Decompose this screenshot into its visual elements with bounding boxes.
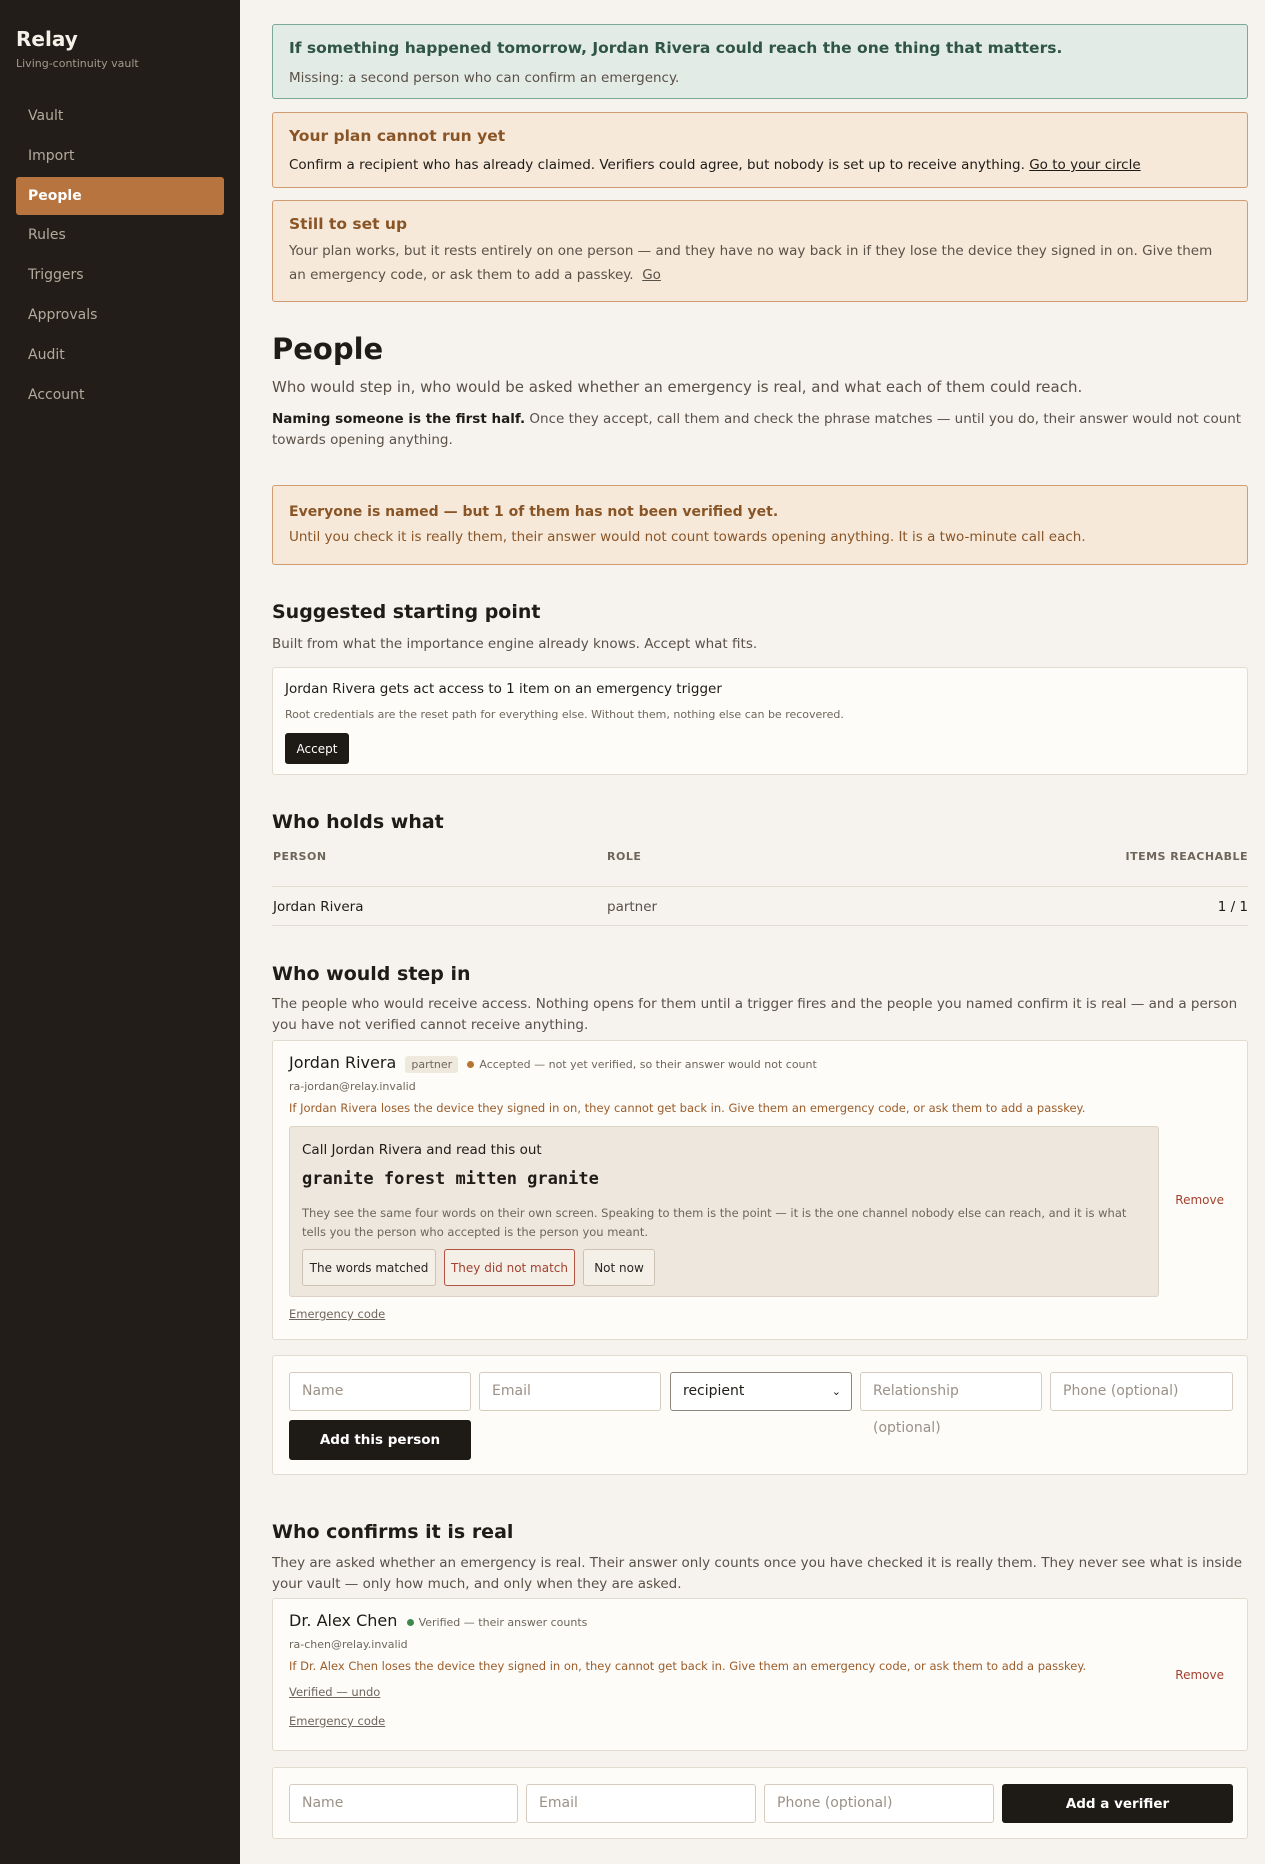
sidebar-item-triggers[interactable]: Triggers [28, 267, 84, 284]
unverified-notice [272, 485, 1248, 565]
cannot-run-text: Confirm a recipient who has already claimed. Verifiers could agree, but nobody is set up to receive anything. [289, 157, 1025, 173]
sidebar-item-approvals[interactable]: Approvals [28, 306, 98, 323]
accept-button[interactable]: Accept [285, 733, 349, 764]
verifier-phone-input[interactable]: Phone (optional) [764, 1784, 994, 1823]
step-in-heading: Who would step in [272, 963, 471, 985]
setup-banner [272, 200, 1248, 302]
sidebar [0, 0, 240, 1864]
remove-recipient-link[interactable]: Remove [1175, 1193, 1224, 1207]
holds-heading: Who holds what [272, 811, 444, 833]
call-explanation: They see the same four words on their own screen. Speaking to them is the point — it is the one channel nobody else can reach, and it is what tells you the person who accepted is the person you meant. [302, 1206, 1127, 1239]
plan-status-title: If something happened tomorrow, Jordan Rivera could reach the one thing that matters. [289, 39, 1063, 57]
status-dot-icon [467, 1061, 474, 1068]
relationship-input[interactable]: Relationship (optional) [860, 1372, 1042, 1411]
verified-dot-icon [407, 1619, 414, 1626]
not-now-button[interactable]: Not now [583, 1249, 655, 1286]
sidebar-item-account[interactable]: Account [28, 386, 85, 403]
emergency-code-link[interactable]: Emergency code [289, 1307, 386, 1321]
page-title: People [272, 332, 384, 366]
sidebar-nav [16, 97, 224, 415]
phone-input[interactable]: Phone (optional) [1050, 1372, 1233, 1411]
cannot-run-title: Your plan cannot run yet [289, 127, 506, 145]
role-select[interactable] [670, 1372, 852, 1411]
verification-phrase: granite forest mitten granite [302, 1169, 599, 1189]
confirms-heading: Who confirms it is real [272, 1521, 514, 1543]
row-person: Jordan Rivera [273, 899, 364, 915]
verifier-emergency-code-link[interactable]: Emergency code [289, 1714, 386, 1728]
suggestion-text: Root credentials are the reset path for everything else. Without them, nothing else can be recovered. [285, 708, 844, 721]
sidebar-item-people[interactable]: People [16, 177, 224, 215]
sidebar-item-vault[interactable]: Vault [28, 108, 64, 124]
recipient-card [272, 1040, 1248, 1340]
verifier-email-input[interactable]: Email [526, 1784, 756, 1823]
verified-status: Verified — their answer counts [418, 1616, 588, 1629]
confirms-sub: They are asked whether an emergency is real. Their answer only counts once you have checked it is really them. They never see what is inside your vault — only how much, and only when they are asked. [272, 1555, 1243, 1592]
email-input[interactable]: Email [479, 1372, 661, 1411]
recipient-name: Jordan Rivera [289, 1053, 397, 1072]
unverified-notice-title: Everyone is named — but 1 of them has not been verified yet. [289, 504, 779, 520]
setup-go-link[interactable]: Go [642, 267, 661, 283]
brand-tagline: Living-continuity vault [16, 57, 139, 70]
recipient-warning: If Jordan Rivera loses the device they signed in on, they cannot get back in. Give them an emergency code, or ask them to add a passkey. [289, 1101, 1086, 1115]
cannot-run-banner [272, 112, 1248, 188]
row-items: 1 / 1 [1217, 899, 1248, 915]
sidebar-item-audit[interactable]: Audit [28, 346, 65, 363]
go-to-circle-link[interactable]: Go to your circle [1029, 157, 1141, 173]
recipient-email: ra-jordan@relay.invalid [289, 1080, 416, 1093]
suggestion-title: Jordan Rivera gets act access to 1 item on an emergency trigger [285, 681, 722, 697]
add-verifier-form [272, 1767, 1248, 1839]
sidebar-item-import[interactable]: Import [28, 147, 75, 164]
plan-status-banner [272, 24, 1248, 99]
status-badge: Accepted — not yet verified, so their answer would not count [479, 1058, 817, 1071]
chevron-down-icon: ⌄ [831, 1385, 841, 1398]
verifier-warning: If Dr. Alex Chen loses the device they signed in on, they cannot get back in. Give them an emergency code, or ask them to add a passkey. [289, 1659, 1087, 1673]
table-row [272, 887, 1248, 926]
verifier-card [272, 1598, 1248, 1751]
remove-verifier-link[interactable]: Remove [1175, 1668, 1224, 1682]
page-note-bold: Naming someone is the first half. [272, 411, 526, 427]
add-verifier-button[interactable]: Add a verifier [1002, 1784, 1233, 1823]
row-role: partner [607, 899, 658, 915]
add-person-form [272, 1355, 1248, 1475]
role-tag: partner [405, 1056, 458, 1073]
unverified-notice-text: Until you check it is really them, their answer would not count towards opening anything. It is a two-minute call each. [289, 529, 1086, 545]
step-in-sub: The people who would receive access. Nothing opens for them until a trigger fires and the people you named confirm it is real — and a person you have not verified cannot receive anything. [272, 996, 1238, 1033]
add-person-button[interactable]: Add this person [289, 1420, 471, 1460]
role-select-value: recipient [683, 1383, 745, 1399]
did-not-match-button[interactable]: They did not match [444, 1249, 575, 1286]
col-items-reachable: ITEMS REACHABLE [1125, 850, 1248, 863]
call-title: Call Jordan Rivera and read this out [302, 1142, 542, 1158]
words-matched-button[interactable]: The words matched [302, 1249, 436, 1286]
col-person: PERSON [273, 850, 327, 863]
holds-table-header [272, 850, 1248, 887]
verified-undo-link[interactable]: Verified — undo [289, 1685, 381, 1699]
suggestion-card [272, 667, 1248, 775]
brand-logo: Relay [16, 27, 78, 51]
name-input[interactable]: Name [289, 1372, 471, 1411]
setup-title: Still to set up [289, 215, 408, 233]
plan-status-text: Missing: a second person who can confirm an emergency. [289, 70, 680, 86]
verification-call-panel [289, 1126, 1159, 1297]
suggested-sub: Built from what the importance engine already knows. Accept what fits. [272, 636, 758, 652]
setup-text: Your plan works, but it rests entirely on one person — and they have no way back in if they lose the device they signed in on. Give them an emergency code, or ask them to add a passkey. [289, 243, 1213, 283]
verifier-name-input[interactable]: Name [289, 1784, 518, 1823]
verifier-email: ra-chen@relay.invalid [289, 1638, 408, 1651]
suggested-heading: Suggested starting point [272, 601, 541, 623]
page-note-text: Once they accept, call them and check the phrase matches — until you do, their answer would not count towards opening anything. [272, 411, 1242, 448]
col-role: ROLE [607, 850, 642, 863]
verifier-name: Dr. Alex Chen [289, 1611, 398, 1630]
sidebar-item-rules[interactable]: Rules [28, 227, 66, 244]
page-lead: Who would step in, who would be asked whether an emergency is real, and what each of them could reach. [272, 378, 1083, 396]
